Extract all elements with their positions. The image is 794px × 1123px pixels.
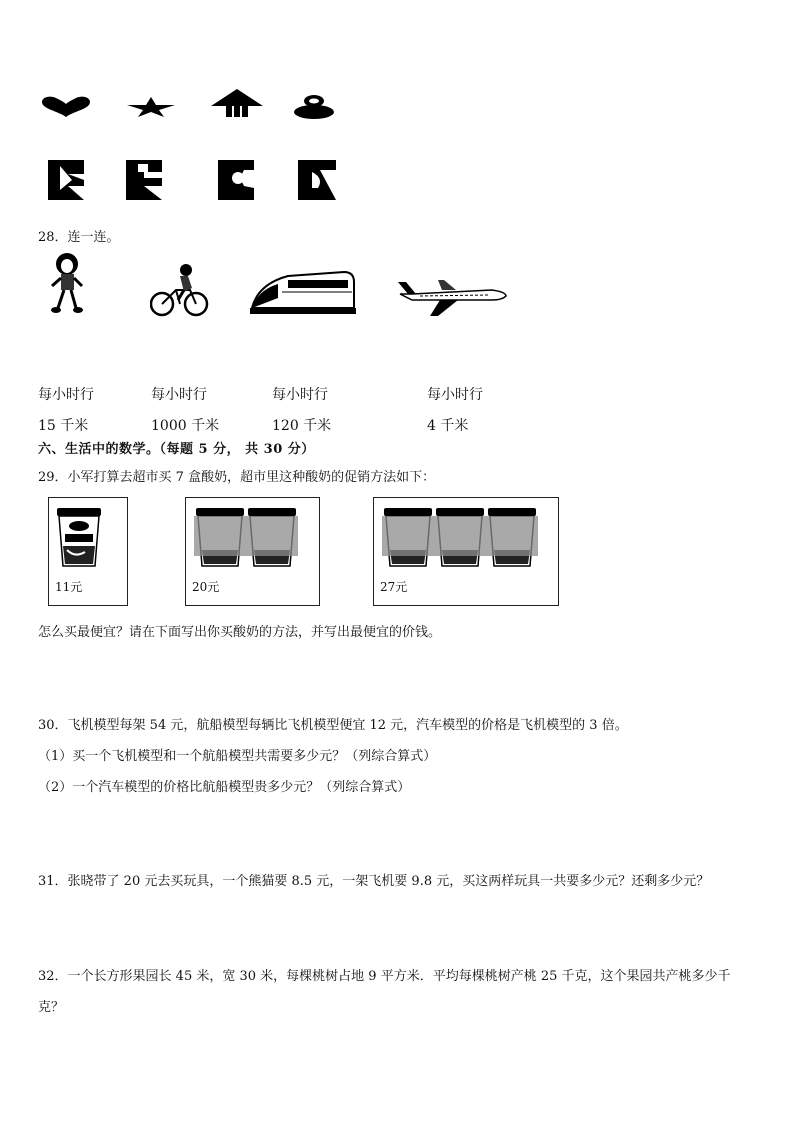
train-icon	[248, 268, 358, 316]
question-29-text: 29．小军打算去超市买 7 盒酸奶，超市里这种酸奶的促销方法如下：	[38, 470, 436, 485]
cut-e-icon-2	[126, 160, 162, 200]
girl-walking-icon	[48, 252, 88, 314]
cut-e-icon-4	[298, 160, 336, 200]
cut-e-icon-3	[218, 160, 254, 200]
speed-value-4: 4 千米	[427, 418, 469, 434]
promo-overlay	[194, 516, 298, 556]
speed-label-3: 每小时行	[272, 387, 328, 403]
question-31-text: 31．张晓带了 20 元去买玩具，一个熊猫要 8.5 元，一架飞机要 9.8 元，买这两样玩具一共要多少元？还剩多少元？	[38, 874, 710, 889]
promo-overlay	[382, 516, 538, 556]
offer-box-3	[373, 497, 559, 606]
offer-price-1: 11元	[55, 580, 83, 594]
cyclist-icon	[150, 262, 210, 318]
offer-price-3: 27元	[380, 580, 408, 594]
offer-price-2: 20元	[192, 580, 220, 594]
speed-value-3: 120 千米	[272, 418, 332, 434]
question-30-text: 30．飞机模型每架 54 元，航船模型每辆比飞机模型便宜 12 元，汽车模型的价格是飞机模型的 3 倍。	[38, 718, 628, 733]
arrow-up-icon	[210, 88, 264, 118]
yogurt-cup-icon	[55, 506, 103, 572]
question-29-prompt: 怎么买最便宜？请在下面写出你买酸奶的方法，并写出最便宜的价钱。	[38, 625, 442, 640]
question-30-sub1: （1）买一个飞机模型和一个航船模型共需要多少元？（列综合算式）	[38, 749, 437, 764]
question-32-line1: 32．一个长方形果园长 45 米，宽 30 米，每棵桃树占地 9 平方米．平均每棵桃树产桃 25 千克，这个果园共产桃多少千	[38, 969, 731, 984]
question-32-line2: 克？	[38, 1000, 65, 1015]
offer-box-1	[48, 497, 128, 606]
speed-value-2: 1000 千米	[151, 418, 220, 434]
question-30-sub2: （2）一个汽车模型的价格比航船模型贵多少元？（列综合算式）	[38, 780, 411, 795]
speed-label-2: 每小时行	[151, 387, 207, 403]
question-28-title: 28．连一连。	[38, 230, 120, 245]
speed-label-1: 每小时行	[38, 387, 94, 403]
airplane-icon	[396, 276, 508, 318]
cut-e-icon-1	[48, 160, 84, 200]
heart-icon	[40, 96, 92, 118]
figure-eight-icon	[292, 94, 336, 120]
offer-box-2	[185, 497, 320, 606]
speed-label-4: 每小时行	[427, 387, 483, 403]
section-6-heading: 六、生活中的数学。（每题 5 分， 共 30 分）	[38, 442, 315, 457]
star-icon	[126, 96, 176, 118]
speed-value-1: 15 千米	[38, 418, 89, 434]
